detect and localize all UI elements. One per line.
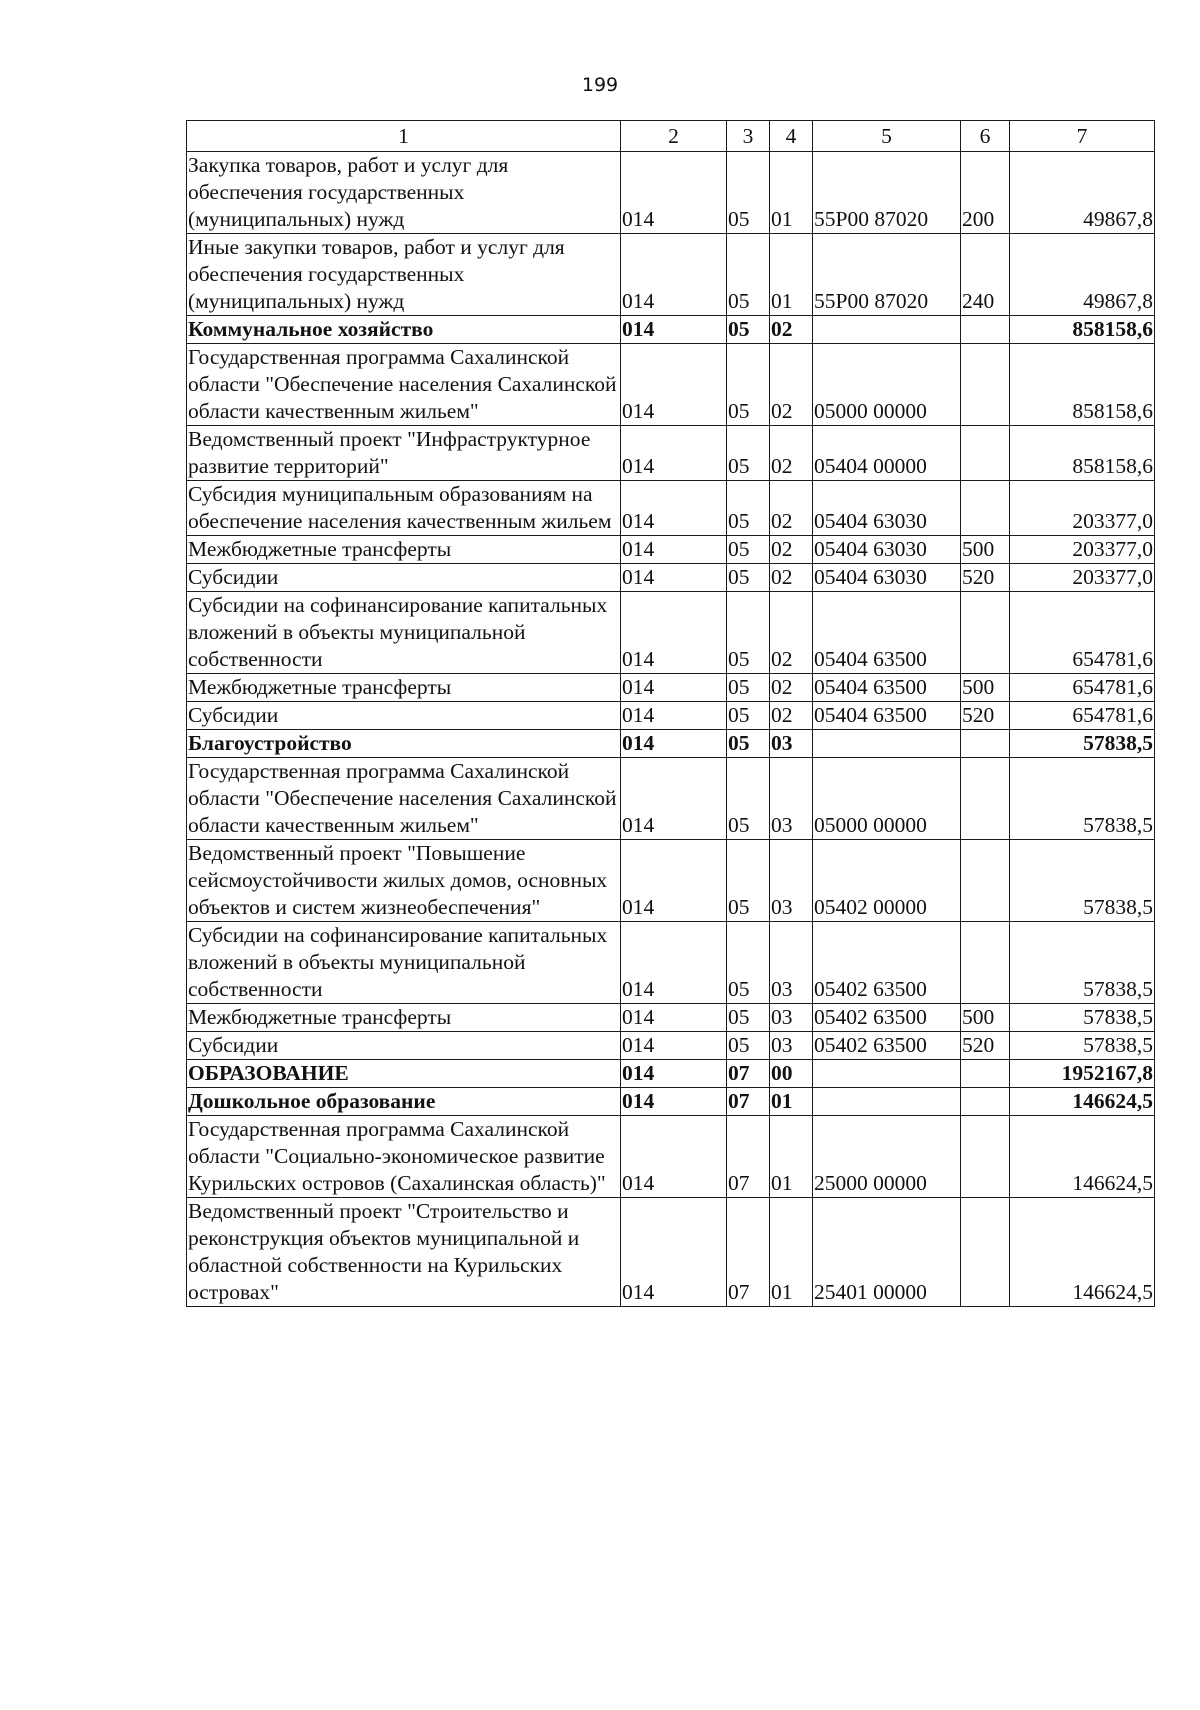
subsection-code-cell: 03 [770, 758, 813, 840]
admin-code-cell: 014 [621, 592, 727, 674]
table-row [187, 702, 1155, 730]
column-header: 2 [621, 121, 727, 152]
expense-type-cell [961, 1060, 1010, 1088]
row-name-cell: Государственная программа Сахалинской области "Обеспечение населения Сахалинской области качественным жильем" [187, 344, 621, 426]
target-article-cell: 05404 63030 [813, 536, 961, 564]
target-article-cell [813, 1088, 961, 1116]
section-code-cell: 05 [727, 840, 770, 922]
amount-cell: 146624,5 [1010, 1088, 1155, 1116]
amount-cell: 57838,5 [1010, 1032, 1155, 1060]
subsection-code-cell: 02 [770, 481, 813, 536]
table-row [187, 592, 1155, 674]
subsection-code-cell: 02 [770, 674, 813, 702]
subsection-code-cell: 02 [770, 536, 813, 564]
amount-cell: 57838,5 [1010, 840, 1155, 922]
column-header: 7 [1010, 121, 1155, 152]
amount-cell: 146624,5 [1010, 1116, 1155, 1198]
table-row [187, 922, 1155, 1004]
row-name-cell: Субсидии на софинансирование капитальных вложений в объекты муниципальной собственности [187, 592, 621, 674]
admin-code-cell: 014 [621, 702, 727, 730]
budget-table [186, 120, 1155, 1307]
expense-type-cell [961, 730, 1010, 758]
subsection-code-cell: 03 [770, 840, 813, 922]
section-code-cell: 05 [727, 1032, 770, 1060]
expense-type-cell [961, 1088, 1010, 1116]
subsection-code-cell: 03 [770, 730, 813, 758]
row-name-cell: Дошкольное образование [187, 1088, 621, 1116]
admin-code-cell: 014 [621, 1116, 727, 1198]
subsection-code-cell: 03 [770, 922, 813, 1004]
table-row [187, 344, 1155, 426]
amount-cell: 858158,6 [1010, 316, 1155, 344]
column-header: 1 [187, 121, 621, 152]
header-row [187, 121, 1155, 152]
amount-cell: 858158,6 [1010, 344, 1155, 426]
section-code-cell: 07 [727, 1088, 770, 1116]
subsection-code-cell: 00 [770, 1060, 813, 1088]
target-article-cell: 05000 00000 [813, 758, 961, 840]
table-row [187, 1088, 1155, 1116]
section-code-cell: 05 [727, 316, 770, 344]
row-name-cell: Закупка товаров, работ и услуг для обеспечения государственных (муниципальных) нужд [187, 152, 621, 234]
admin-code-cell: 014 [621, 234, 727, 316]
subsection-code-cell: 03 [770, 1032, 813, 1060]
section-code-cell: 05 [727, 730, 770, 758]
table-row [187, 564, 1155, 592]
amount-cell: 654781,6 [1010, 702, 1155, 730]
target-article-cell: 05402 63500 [813, 922, 961, 1004]
table-row [187, 674, 1155, 702]
amount-cell: 146624,5 [1010, 1198, 1155, 1307]
admin-code-cell: 014 [621, 840, 727, 922]
table-row [187, 1116, 1155, 1198]
section-code-cell: 05 [727, 234, 770, 316]
expense-type-cell [961, 316, 1010, 344]
row-name-cell: Коммунальное хозяйство [187, 316, 621, 344]
admin-code-cell: 014 [621, 564, 727, 592]
section-code-cell: 05 [727, 592, 770, 674]
table-row [187, 758, 1155, 840]
column-header: 4 [770, 121, 813, 152]
expense-type-cell: 500 [961, 536, 1010, 564]
amount-cell: 49867,8 [1010, 152, 1155, 234]
amount-cell: 57838,5 [1010, 730, 1155, 758]
table-row [187, 234, 1155, 316]
expense-type-cell [961, 592, 1010, 674]
section-code-cell: 07 [727, 1060, 770, 1088]
amount-cell: 654781,6 [1010, 674, 1155, 702]
section-code-cell: 05 [727, 1004, 770, 1032]
table-row [187, 316, 1155, 344]
target-article-cell: 05404 63030 [813, 564, 961, 592]
expense-type-cell [961, 840, 1010, 922]
target-article-cell: 05404 63030 [813, 481, 961, 536]
row-name-cell: Субсидия муниципальным образованиям на обеспечение населения качественным жильем [187, 481, 621, 536]
section-code-cell: 05 [727, 152, 770, 234]
target-article-cell: 55Р00 87020 [813, 152, 961, 234]
expense-type-cell [961, 1116, 1010, 1198]
row-name-cell: Межбюджетные трансферты [187, 536, 621, 564]
expense-type-cell: 500 [961, 674, 1010, 702]
table-row [187, 1060, 1155, 1088]
subsection-code-cell: 02 [770, 426, 813, 481]
amount-cell: 57838,5 [1010, 1004, 1155, 1032]
subsection-code-cell: 01 [770, 1198, 813, 1307]
table-row [187, 730, 1155, 758]
admin-code-cell: 014 [621, 1060, 727, 1088]
subsection-code-cell: 02 [770, 316, 813, 344]
subsection-code-cell: 02 [770, 702, 813, 730]
amount-cell: 203377,0 [1010, 536, 1155, 564]
expense-type-cell: 520 [961, 564, 1010, 592]
expense-type-cell [961, 426, 1010, 481]
subsection-code-cell: 01 [770, 1116, 813, 1198]
table-row [187, 840, 1155, 922]
amount-cell: 57838,5 [1010, 922, 1155, 1004]
section-code-cell: 05 [727, 922, 770, 1004]
section-code-cell: 05 [727, 426, 770, 481]
admin-code-cell: 014 [621, 730, 727, 758]
target-article-cell: 05404 63500 [813, 592, 961, 674]
target-article-cell [813, 316, 961, 344]
row-name-cell: Государственная программа Сахалинской области "Обеспечение населения Сахалинской области качественным жильем" [187, 758, 621, 840]
row-name-cell: Ведомственный проект "Повышение сейсмоустойчивости жилых домов, основных объектов и систем жизнеобеспечения" [187, 840, 621, 922]
target-article-cell: 05404 63500 [813, 702, 961, 730]
amount-cell: 57838,5 [1010, 758, 1155, 840]
table-row [187, 426, 1155, 481]
row-name-cell: Межбюджетные трансферты [187, 674, 621, 702]
section-code-cell: 07 [727, 1116, 770, 1198]
target-article-cell: 25401 00000 [813, 1198, 961, 1307]
table-row [187, 536, 1155, 564]
row-name-cell: Межбюджетные трансферты [187, 1004, 621, 1032]
admin-code-cell: 014 [621, 1088, 727, 1116]
column-header: 5 [813, 121, 961, 152]
expense-type-cell [961, 481, 1010, 536]
admin-code-cell: 014 [621, 152, 727, 234]
section-code-cell: 05 [727, 344, 770, 426]
admin-code-cell: 014 [621, 316, 727, 344]
row-name-cell: Субсидии [187, 702, 621, 730]
target-article-cell: 05402 63500 [813, 1032, 961, 1060]
expense-type-cell [961, 1198, 1010, 1307]
subsection-code-cell: 01 [770, 152, 813, 234]
admin-code-cell: 014 [621, 1032, 727, 1060]
subsection-code-cell: 01 [770, 234, 813, 316]
section-code-cell: 05 [727, 481, 770, 536]
amount-cell: 858158,6 [1010, 426, 1155, 481]
subsection-code-cell: 02 [770, 592, 813, 674]
row-name-cell: Благоустройство [187, 730, 621, 758]
target-article-cell: 05402 00000 [813, 840, 961, 922]
section-code-cell: 05 [727, 758, 770, 840]
expense-type-cell: 520 [961, 1032, 1010, 1060]
subsection-code-cell: 01 [770, 1088, 813, 1116]
target-article-cell: 55Р00 87020 [813, 234, 961, 316]
section-code-cell: 05 [727, 536, 770, 564]
target-article-cell: 25000 00000 [813, 1116, 961, 1198]
expense-type-cell: 240 [961, 234, 1010, 316]
admin-code-cell: 014 [621, 481, 727, 536]
table-row [187, 1004, 1155, 1032]
table-row [187, 481, 1155, 536]
target-article-cell: 05402 63500 [813, 1004, 961, 1032]
admin-code-cell: 014 [621, 758, 727, 840]
row-name-cell: Субсидии [187, 1032, 621, 1060]
amount-cell: 203377,0 [1010, 481, 1155, 536]
expense-type-cell: 500 [961, 1004, 1010, 1032]
column-header: 6 [961, 121, 1010, 152]
admin-code-cell: 014 [621, 536, 727, 564]
expense-type-cell: 520 [961, 702, 1010, 730]
subsection-code-cell: 02 [770, 344, 813, 426]
admin-code-cell: 014 [621, 1004, 727, 1032]
expense-type-cell [961, 344, 1010, 426]
row-name-cell: ОБРАЗОВАНИЕ [187, 1060, 621, 1088]
table-body [187, 152, 1155, 1307]
amount-cell: 203377,0 [1010, 564, 1155, 592]
amount-cell: 1952167,8 [1010, 1060, 1155, 1088]
table-row [187, 1032, 1155, 1060]
expense-type-cell [961, 922, 1010, 1004]
row-name-cell: Ведомственный проект "Инфраструктурное развитие территорий" [187, 426, 621, 481]
column-header: 3 [727, 121, 770, 152]
admin-code-cell: 014 [621, 1198, 727, 1307]
section-code-cell: 05 [727, 674, 770, 702]
table-row [187, 1198, 1155, 1307]
admin-code-cell: 014 [621, 426, 727, 481]
row-name-cell: Ведомственный проект "Строительство и реконструкция объектов муниципальной и областной собственности на Курильских островах" [187, 1198, 621, 1307]
row-name-cell: Государственная программа Сахалинской области "Социально-экономическое развитие Курильских островов (Сахалинская область)" [187, 1116, 621, 1198]
table-header [187, 121, 1155, 152]
table-row [187, 152, 1155, 234]
target-article-cell: 05404 63500 [813, 674, 961, 702]
expense-type-cell: 200 [961, 152, 1010, 234]
page-number: 199 [581, 74, 619, 96]
target-article-cell: 05000 00000 [813, 344, 961, 426]
admin-code-cell: 014 [621, 922, 727, 1004]
target-article-cell [813, 1060, 961, 1088]
row-name-cell: Иные закупки товаров, работ и услуг для обеспечения государственных (муниципальных) нужд [187, 234, 621, 316]
target-article-cell [813, 730, 961, 758]
section-code-cell: 05 [727, 702, 770, 730]
admin-code-cell: 014 [621, 344, 727, 426]
subsection-code-cell: 02 [770, 564, 813, 592]
amount-cell: 49867,8 [1010, 234, 1155, 316]
subsection-code-cell: 03 [770, 1004, 813, 1032]
section-code-cell: 05 [727, 564, 770, 592]
section-code-cell: 07 [727, 1198, 770, 1307]
row-name-cell: Субсидии [187, 564, 621, 592]
expense-type-cell [961, 758, 1010, 840]
amount-cell: 654781,6 [1010, 592, 1155, 674]
admin-code-cell: 014 [621, 674, 727, 702]
row-name-cell: Субсидии на софинансирование капитальных вложений в объекты муниципальной собственности [187, 922, 621, 1004]
target-article-cell: 05404 00000 [813, 426, 961, 481]
